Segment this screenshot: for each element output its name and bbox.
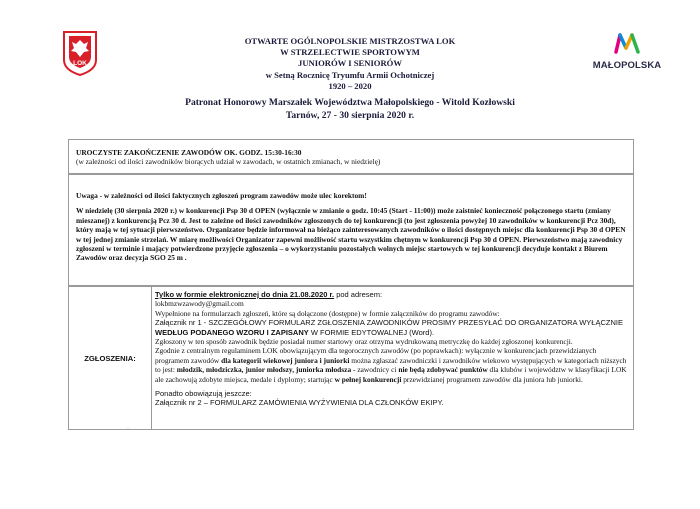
header-line-3: JUNIORÓW I SENIORÓW <box>298 58 402 69</box>
attachment-1-suffix: W FORMIE EDYTOWALNEJ (Word). <box>308 327 435 337</box>
ceremony-box <box>68 139 634 174</box>
rules-part-3: - zawodnicy ci <box>351 365 399 375</box>
stray-mark: · <box>127 426 129 432</box>
ceremony-note: (w zależności od ilości zawodników biorących udział w zawodach, w ostatnich zmianach, w niedzielę) <box>76 157 381 167</box>
document-header <box>150 36 550 122</box>
rules-bold-2: młodzik, młodziczka, junior młodszy, juniorka młodsza <box>176 365 352 375</box>
rules-part-5: przewidzianej programem zawodów dla juniora lub juniorki. <box>401 374 583 384</box>
header-line-5: 1920 – 2020 <box>328 80 372 91</box>
rules-part-1: Zgodnie z centralnym regulaminem LOK obowiązującym dla tegorocznych zawodów (po poprawkach): wyłącznie w konkurencjach przewidzianych programem zawodów <box>155 346 597 365</box>
forms-intro: Wypełnione na formularzach zgłoszeń, które są dołączone (dostępne) w formie załączników do programu zawodów: <box>155 308 500 318</box>
attachment-2: Załącznik nr 2 – FORMULARZ ZAMÓWIENIA WYŻYWIENIA DLA CZŁONKÓW EKIPY. <box>155 398 444 408</box>
rules-part-4: dla klubów i województw w klasyfikacji LOK ale zachowują zdobyte miejsca, medale i dyplomy; startując <box>155 365 627 384</box>
ceremony-title: UROCZYSTE ZAKOŃCZENIE ZAWODÓW OK. GODZ. 15:30-16:30 <box>76 148 302 157</box>
attachment-1-bold: WEDŁUG PODANEGO WZORU I ZAPISANY <box>155 327 309 337</box>
header-place-date: Tarnów, 27 - 30 sierpnia 2020 r. <box>285 110 415 122</box>
rules-paragraph <box>155 346 629 384</box>
registration-label: ZGŁOSZENIA: <box>69 287 152 429</box>
additional-intro: Ponadto obowiązują jeszcze: <box>155 389 252 399</box>
deadline-underlined: Tylko w formie elektronicznej do dnia 21.08.2020 r. <box>155 290 335 299</box>
notice-warning: Uwaga - w zależności od ilości faktycznych zgłoszeń program zawodów może ulec korektom! <box>76 191 367 200</box>
header-line-2: W STRZELECTWIE SPORTOWYM <box>280 47 420 58</box>
attachment-1-prefix: Załącznik nr 1 - SZCZEGÓŁOWY FORMULARZ ZGŁOSZENIA ZAWODNIKÓW PROSIMY PRZESYŁAĆ DO ORGANIZATORA WYŁĄCZNIE <box>155 318 623 328</box>
registration-table <box>68 286 634 430</box>
rules-bold-3: nie będą zdobywać punktów <box>398 365 488 375</box>
notice-box <box>68 174 634 286</box>
malopolska-label: MAŁOPOLSKA <box>592 60 662 71</box>
malopolska-logo <box>592 32 662 72</box>
declaration: Zgłoszony w ten sposób zawodnik będzie posiadał numer startowy oraz otrzyma wydrukowaną metryczkę do każdej zgłoszonej konkurencji. <box>155 337 573 347</box>
lok-logo <box>62 30 98 76</box>
notice-sunday-info: W niedzielę (30 sierpnia 2020 r.) w konkurencji Psp 30 d OPEN (wyłącznie w zmianie o godz. 10:45 (Start - 11:00)) może zaistnieć konieczność połączonego startu (zmiany mieszanej) z konkurencją Pcz 30 d. Jest to zależne od ilości zawodników zgłoszonych do tej konkurencji (to jest zgłoszenia powyżej 10 zawodników w konkurencji Pcz 30d), który mają w tej sytuacji pierwszeństwo. Organizator będzie informował na bieżąco zainteresowanych zawodników o ilości dostępnych miejsc dla konkurencji Psp 30 d OPEN w tej jednej zmianie strzelań. W miarę możliwości Organizator zapewni możliwość startu wszystkim chętnym w konkurencji Psp 30 d OPEN. Pierwszeństwo mają zawodnicy zgłoszeni w terminie i mający potwierdzone przyjęcie zgłoszenia – o wykorzystaniu pozostałych wolnych miejsc startowych w tej konkurencji decyduje kontakt z Biurem Zawodów oraz decyzja SGO 25 m . <box>76 206 626 263</box>
lok-shield-icon <box>62 30 98 76</box>
header-patronage: Patronat Honorowy Marszałek Województwa Małopolskiego - Witold Kozłowski <box>185 97 515 109</box>
rules-part-2: można zgłaszać zawodniczki i zawodników wiekowo występujących w kategoriach niższych to jest: <box>155 355 627 375</box>
header-line-1: OTWARTE OGÓLNOPOLSKIE MISTRZOSTWA LOK <box>244 36 456 46</box>
malopolska-m-icon <box>612 32 642 54</box>
registration-email[interactable]: lokbmzwzawody@gmail.com <box>155 299 244 309</box>
attachment-1 <box>155 318 629 337</box>
registration-deadline <box>155 290 629 299</box>
deadline-rest: pod adresem: <box>334 290 383 299</box>
svg-text:LOK: LOK <box>73 60 87 67</box>
registration-content <box>152 290 629 408</box>
header-line-4: w Setną Rocznicę Tryumfu Armii Ochotniczej <box>265 69 435 80</box>
rules-bold-1: dla kategorii wiekowej juniora i juniorki <box>221 355 350 365</box>
rules-bold-4: w pełnej konkurencji <box>334 374 402 384</box>
